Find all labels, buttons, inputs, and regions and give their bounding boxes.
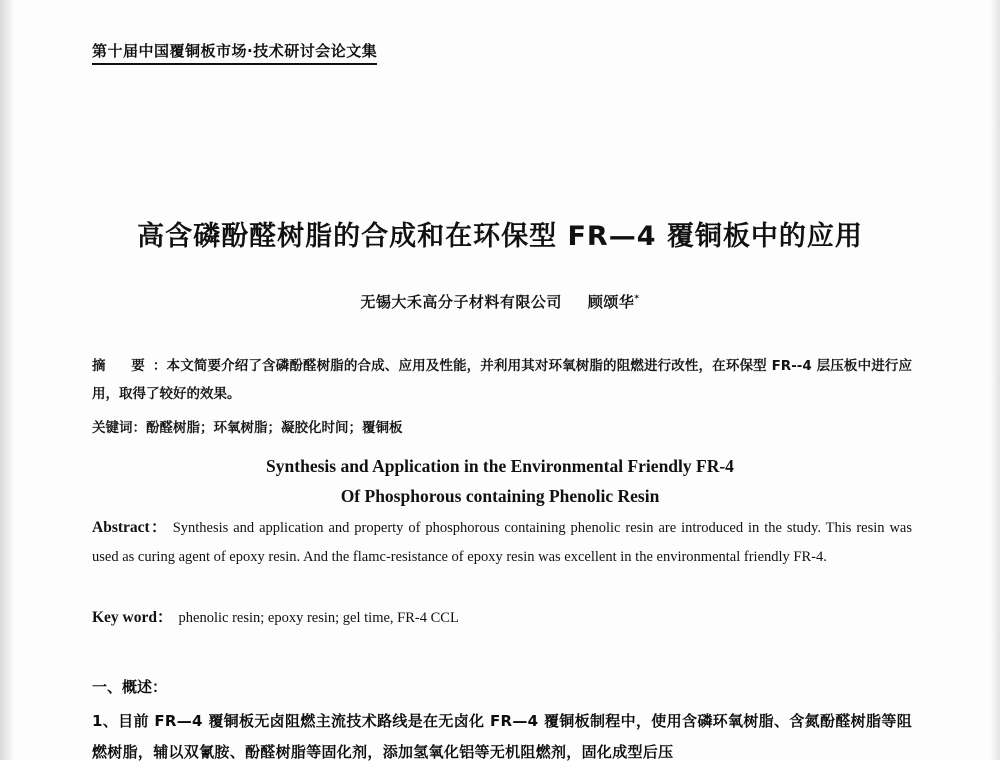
chinese-keywords-label: 关键词 <box>92 420 133 436</box>
chinese-abstract <box>92 352 912 408</box>
english-keywords <box>92 605 912 631</box>
english-abstract <box>92 513 912 572</box>
author-name: 顾颂华 <box>587 293 635 311</box>
english-abstract-text: Synthesis and application and property of phosphorous containing phenolic resin are introduced in the study. This resin was used as curing agent of epoxy resin. And the flamc-resistance of epoxy resin was excellent in the environmental friendly FR-4. <box>92 520 912 565</box>
affiliation-text: 无锡大禾高分子材料有限公司 <box>360 293 562 311</box>
body-paragraph: 1、目前 FR—4 覆铜板无卤阻燃主流技术路线是在无卤化 FR—4 覆铜板制程中，使用含磷环氧树脂、含氮酚醛树脂等阻燃树脂，辅以双氰胺、酚醛树脂等固化剂，添加氢氧化铝等无机阻燃剂，固化成型后压 <box>92 712 912 761</box>
english-keywords-text: phenolic resin; epoxy resin; gel time, FR-4 CCL <box>178 610 459 626</box>
running-head: 第十届中国覆铜板市场·技术研讨会论文集 <box>92 40 377 65</box>
chinese-abstract-text: ：本文简要介绍了含磷酚醛树脂的合成、应用及性能，并利用其对环氧树脂的阻燃进行改性，在环保型 FR--4 层压板中进行应用，取得了较好的效果。 <box>92 358 912 402</box>
english-title-line-1: Synthesis and Application in the Environmental Friendly FR-4 <box>266 456 734 476</box>
section-heading: 一、概述： <box>92 678 168 696</box>
page-title: 高含磷酚醛树脂的合成和在环保型 FR—4 覆铜板中的应用 <box>137 221 863 253</box>
chinese-keywords-text: ：酚醛树脂；环氧树脂；凝胶化时间；覆铜板 <box>132 420 403 436</box>
english-keywords-label: Key word： <box>92 609 173 626</box>
author-footnote-mark: * <box>634 294 640 304</box>
chinese-abstract-label: 摘 要 <box>92 358 151 374</box>
chinese-keywords <box>92 416 912 440</box>
english-title <box>0 451 1000 511</box>
english-abstract-label: Abstract： <box>92 519 168 536</box>
affiliation-line <box>0 291 1000 312</box>
english-title-line-2: Of Phosphorous containing Phenolic Resin <box>340 486 660 506</box>
